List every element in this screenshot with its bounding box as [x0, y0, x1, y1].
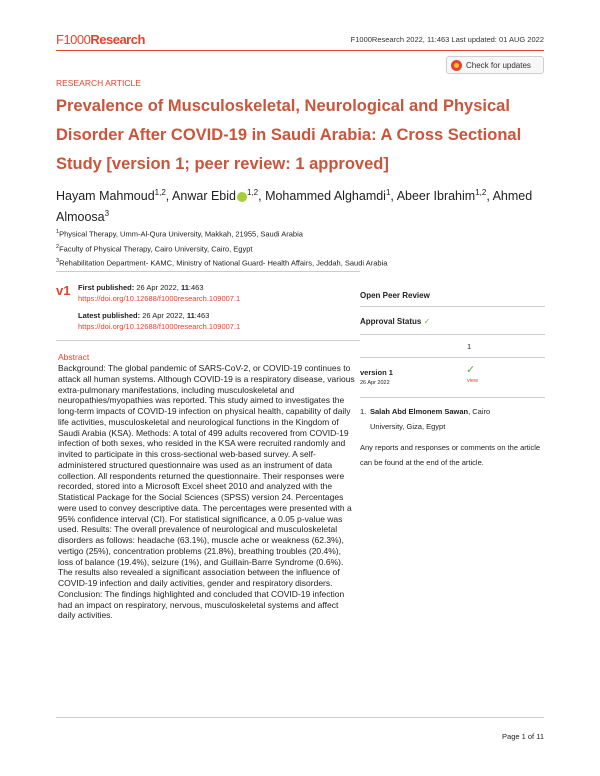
abstract-heading: Abstract	[58, 352, 90, 362]
divider	[56, 271, 360, 272]
article-title: Prevalence of Musculoskeletal, Neurological and Physical Disorder After COVID-19 in Saudi Arabia: A Cross Sectional Study [version 1; peer review: 1 approved]	[56, 97, 522, 173]
affiliation-item: $^3$Rehabilitation Department- KAMC, Ministry of National Guard- Health Affairs, Jeddah, Saudi Arabia	[56, 258, 388, 268]
approved-check-icon: ✓	[466, 364, 476, 376]
author-name[interactable]: Anwar Ebid	[172, 189, 236, 204]
divider	[360, 334, 545, 335]
f1000-logo: F1000Research	[56, 32, 145, 47]
reviewer-name: Salah Abd Elmonem Sawan	[370, 407, 469, 416]
header-divider	[56, 50, 544, 51]
crossmark-icon	[451, 60, 462, 71]
divider	[360, 306, 545, 307]
header-meta: F1000Research 2022, 11:463 Last updated: 01 AUG 2022	[350, 35, 544, 44]
divider	[360, 357, 545, 358]
view-report-link[interactable]: view	[467, 378, 479, 384]
approval-status: Approval Status ✓	[360, 317, 431, 326]
affiliation-item: $^1$Physical Therapy, Umm-Al-Qura University, Makkah, 21955, Saudi Arabia	[56, 229, 303, 239]
author-name[interactable]: Ahmed Almoosa	[56, 189, 533, 225]
latest-doi-link[interactable]: https://doi.org/10.12688/f1000research.109007.1	[78, 321, 241, 331]
affiliations	[56, 226, 387, 270]
orcid-icon[interactable]	[237, 192, 247, 202]
author-name[interactable]: Mohammed Alghamdi	[265, 189, 386, 204]
approved-check-icon: ✓	[423, 317, 431, 326]
any-reports-note: Any reports and responses or comments on the article can be found at the end of the article.	[360, 443, 541, 467]
reviewer-item: 1. Salah Abd Elmonem Sawan, Cairo University, Giza, Egypt	[360, 407, 491, 431]
author-name[interactable]: Abeer Ibrahim	[396, 189, 476, 204]
first-doi-link[interactable]: https://doi.org/10.12688/f1000research.109007.1	[78, 293, 241, 303]
abstract-text: Background: The global pandemic of SARS-CoV-2, or COVID-19 continues to attack all human systems. Although COVID-19 is a respiratory disease, various extra-pulmonary manifestations, including musculoskeletal and neuropathies/myopathies was reported. This study aimed to investigates the long-term impacts of COVID-19 infection on physical health, capability of daily life activities, musculoskeletal and neurological functions in the Kingdom of Saudi Arabia (KSA). Methods: A total of 499 adults recovered from COVID-19 infection of both sexes, who resided in the KSA were recruited randomly and invited to participate in this cross-sectional web-based survey. A self-administered structured questionnaire was used as an instrument of data collection. All respondents returned the questionnaire. Their responses were recorded, stored into a Microsoft Excel sheet 2010 and analyzed with the Statistical Package for the Social Sciences (SPSS) version 24. Percentages were used to convey descriptive data. The percentages were presented with a 95% confidence interval (CI). For statistical significance, a 0.05 p-value was used. Results: The overall prevalence of neurological and musculoskeletal disorders as follows: headache (63.1%), muscle ache or weakness (62.3%), vertigo (25%), concentration problems (21.8%), breathing troubles (20.4%), loss of balance (19.4%), seizure (1%), and Guillain-Barre Syndrome (0.6%). The results also revealed a significant association between the influence of COVID-19 infection and daily activities, gender and respiratory disorders. Conclusion: The findings highlighted and concluded that COVID-19 infection had an impact on respiratory, nervous, musculoskeletal systems and affect daily activities.	[58, 363, 355, 621]
page-number: Page 1 of 11	[502, 732, 544, 741]
footer-divider	[56, 717, 544, 718]
reviewer-column-header: 1	[467, 342, 472, 351]
check-for-updates-button[interactable]: Check for updates	[446, 56, 544, 74]
divider	[56, 340, 360, 341]
publication-info: First published: 26 Apr 2022, 11:463 https://doi.org/10.12688/f1000research.109007.1 Latest published: 26 Apr 2022, 11:463 https://doi.org/10.12688/f1000research.109007.1	[78, 283, 241, 331]
divider	[360, 397, 545, 398]
version-1-label: version 1	[360, 368, 393, 377]
author-name[interactable]: Hayam Mahmoud	[56, 189, 155, 204]
author-list: Hayam Mahmoud$^{1,2}$, Anwar Ebid $^{1,2}$, Mohammed Alghamdi$^1$, Abeer Ibrahim$^{1,2}$, Ahmed Almoosa$^3$	[56, 188, 533, 225]
version-1-date: 26 Apr 2022	[360, 380, 390, 386]
article-type: RESEARCH ARTICLE	[56, 78, 141, 88]
peer-review-title: Open Peer Review	[360, 291, 430, 300]
affiliation-item: $^2$Faculty of Physical Therapy, Cairo University, Cairo, Egypt	[56, 243, 253, 253]
version-label: v1	[56, 283, 71, 298]
